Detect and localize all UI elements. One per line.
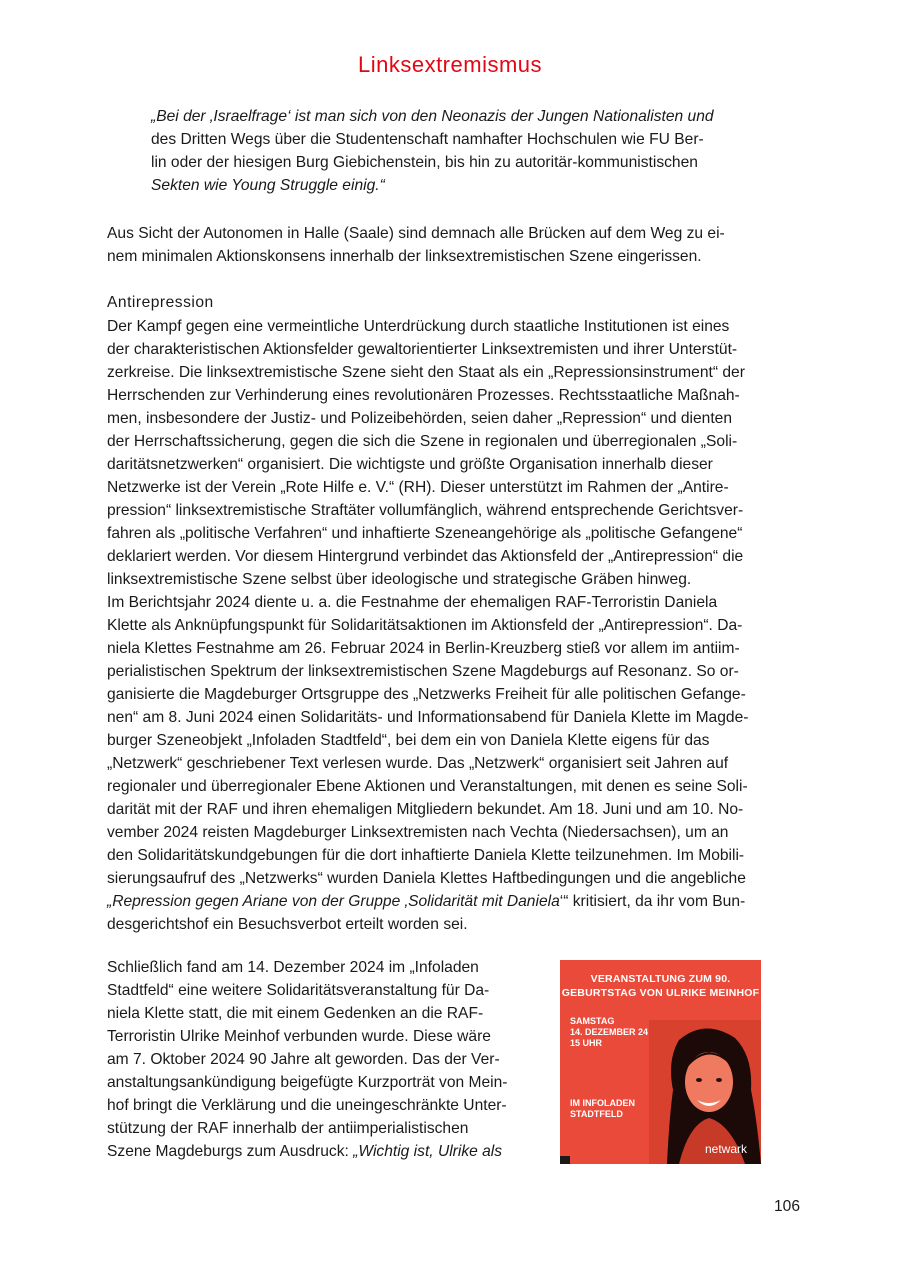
paragraph-meinhof <box>107 956 547 1163</box>
quote-inline: „Wichtig ist, Ulrike als <box>353 1143 503 1160</box>
text-line: nem minimalen Aktionskonsens innerhalb der linksextremistischen Szene eingerissen. <box>107 248 702 265</box>
poster-day: SAMSTAG <box>570 1016 615 1026</box>
network-logo: netwark <box>704 1142 747 1156</box>
text-line: stützung der RAF innerhalb der antiimperialistischen <box>107 1120 469 1137</box>
text-line: niela Klette statt, die mit einem Gedenken an die RAF- <box>107 1005 484 1022</box>
text-fragment: ‘“ kritisiert, da ihr vom Bun- <box>559 893 746 910</box>
text-line: der charakteristischen Aktionsfelder gewaltorientierter Linksextremisten und ihrer Unterstüt- <box>107 341 738 358</box>
text-line: nen“ am 8. Juni 2024 einen Solidaritäts- und Informationsabend für Daniela Klette im Magde- <box>107 709 749 726</box>
text-line: daritätsnetzwerken“ organisiert. Die wichtigste und größte Organisation innerhalb dieser <box>107 456 713 473</box>
text-line: Aus Sicht der Autonomen in Halle (Saale) sind demnach alle Brücken auf dem Weg zu ei- <box>107 225 725 242</box>
text-line: men, insbesondere der Justiz- und Polizeibehörden, seien daher „Repression“ und dienten <box>107 410 732 427</box>
poster-corner-mark <box>560 1156 570 1164</box>
text-line: linksextremistische Szene selbst über ideologische und strategische Gräben hinweg. <box>107 571 692 588</box>
section-heading: Antirepression <box>107 294 214 311</box>
quote-line: „Bei der ‚Israelfrage‘ ist man sich von den Neonazis der Jungen Nationalisten und <box>151 108 714 125</box>
quote-inline: „Repression gegen Ariane von der Gruppe ‚Solidarität mit Daniela <box>107 893 560 910</box>
text-line: hof bringt die Verklärung und die uneingeschränkte Unter- <box>107 1097 507 1114</box>
text-line <box>107 1140 547 1163</box>
page-title: Linksextremismus <box>357 52 543 77</box>
text-line: deklariert werden. Vor diesem Hintergrund verbindet das Aktionsfeld der „Antirepression“ die <box>107 548 744 565</box>
text-line: Im Berichtsjahr 2024 diente u. a. die Festnahme der ehemaligen RAF-Terroristin Daniela <box>107 594 718 611</box>
poster-headline-line: GEBURTSTAG VON ULRIKE MEINHOF <box>561 987 760 999</box>
poster-headline-line: VERANSTALTUNG ZUM 90. <box>590 973 731 985</box>
text-line: der Herrschaftssicherung, gegen die sich die Szene in regionalen und überregionalen „Soli- <box>107 433 738 450</box>
text-line: ganisierte die Magdeburger Ortsgruppe des „Netzwerks Freiheit für alle politischen Gefange- <box>107 686 746 703</box>
text-line: Terroristin Ulrike Meinhof verbunden wurde. Diese wäre <box>107 1028 491 1045</box>
text-line: perialistischen Spektrum der linksextremistischen Szene Magdeburgs auf Resonanz. So or- <box>107 663 739 680</box>
poster-headline <box>560 972 761 1000</box>
text-line <box>107 890 797 913</box>
text-line: sierungsaufruf des „Netzwerks“ wurden Daniela Klettes Haftbedingungen und die angebliche <box>107 870 746 887</box>
text-line: desgerichtshof ein Besuchsverbot erteilt worden sei. <box>107 916 468 933</box>
poster-date <box>570 1016 648 1049</box>
text-fragment: Szene Magdeburgs zum Ausdruck: <box>107 1143 354 1160</box>
poster-location-line: STADTFELD <box>570 1109 623 1119</box>
text-line: Klette als Anknüpfungspunkt für Solidaritätsaktionen im Aktionsfeld der „Antirepression“. Da- <box>107 617 743 634</box>
text-line: Herrschenden zur Verhinderung eines revolutionären Prozesses. Rechtsstaatliche Maßnah- <box>107 387 740 404</box>
text-line: fahren als „politische Verfahren“ und inhaftierte Szeneangehörige als „politische Gefangene“ <box>107 525 743 542</box>
poster-location <box>570 1098 635 1120</box>
text-line: vember 2024 reisten Magdeburger Linksextremisten nach Vechta (Niedersachsen), um an <box>107 824 729 841</box>
paragraph-antirepression <box>107 315 797 936</box>
paragraph-intro <box>107 222 797 268</box>
text-line: am 7. Oktober 2024 90 Jahre alt geworden. Das der Ver- <box>107 1051 500 1068</box>
text-line: Der Kampf gegen eine vermeintliche Unterdrückung durch staatliche Institutionen ist eines <box>107 318 730 335</box>
text-line: Schließlich fand am 14. Dezember 2024 im „Infoladen <box>107 959 479 976</box>
text-line: zerkreise. Die linksextremistische Szene sieht den Staat als ein „Repressionsinstrument“ der <box>107 364 745 381</box>
text-line: Netzwerke ist der Verein „Rote Hilfe e. V.“ (RH). Dieser unterstützt im Rahmen der „Antire- <box>107 479 729 496</box>
poster-date-value: 14. DEZEMBER 24 <box>570 1027 649 1037</box>
quote-line: lin oder der hiesigen Burg Giebichenstein, bis hin zu autoritär-kommunistischen <box>151 154 698 171</box>
text-line: pression“ linksextremistische Straftäter vollumfänglich, während entsprechende Gerichtsver- <box>107 502 744 519</box>
text-line: darität mit der RAF und ihren ehemaligen Mitgliedern bekundet. Am 18. Juni und am 10. No- <box>107 801 744 818</box>
block-quote <box>151 105 761 197</box>
quote-line: Sekten wie Young Struggle einig.“ <box>151 177 385 194</box>
poster-time: 15 UHR <box>570 1038 603 1048</box>
quote-line: des Dritten Wegs über die Studentenschaft namhafter Hochschulen wie FU Ber- <box>151 131 704 148</box>
text-line: burger Szeneobjekt „Infoladen Stadtfeld“, bei dem ein von Daniela Klette eigens für das <box>107 732 710 749</box>
text-line: Stadtfeld“ eine weitere Solidaritätsveranstaltung für Da- <box>107 982 490 999</box>
poster-location-line: IM INFOLADEN <box>570 1098 635 1108</box>
event-poster <box>560 960 761 1164</box>
text-line: niela Klettes Festnahme am 26. Februar 2024 in Berlin-Kreuzberg stieß vor allem im antiim- <box>107 640 740 657</box>
page-number: 106 <box>773 1198 800 1215</box>
text-line: „Netzwerk“ geschriebener Text verlesen wurde. Das „Netzwerk“ organisiert seit Jahren auf <box>107 755 729 772</box>
text-line: regionaler und überregionaler Ebene Aktionen und Veranstaltungen, mit denen es seine Soli- <box>107 778 748 795</box>
text-line: den Solidaritätskundgebungen für die dort inhaftierte Daniela Klette teilzunehmen. Im Mobili- <box>107 847 745 864</box>
text-line: anstaltungsankündigung beigefügte Kurzporträt von Mein- <box>107 1074 508 1091</box>
